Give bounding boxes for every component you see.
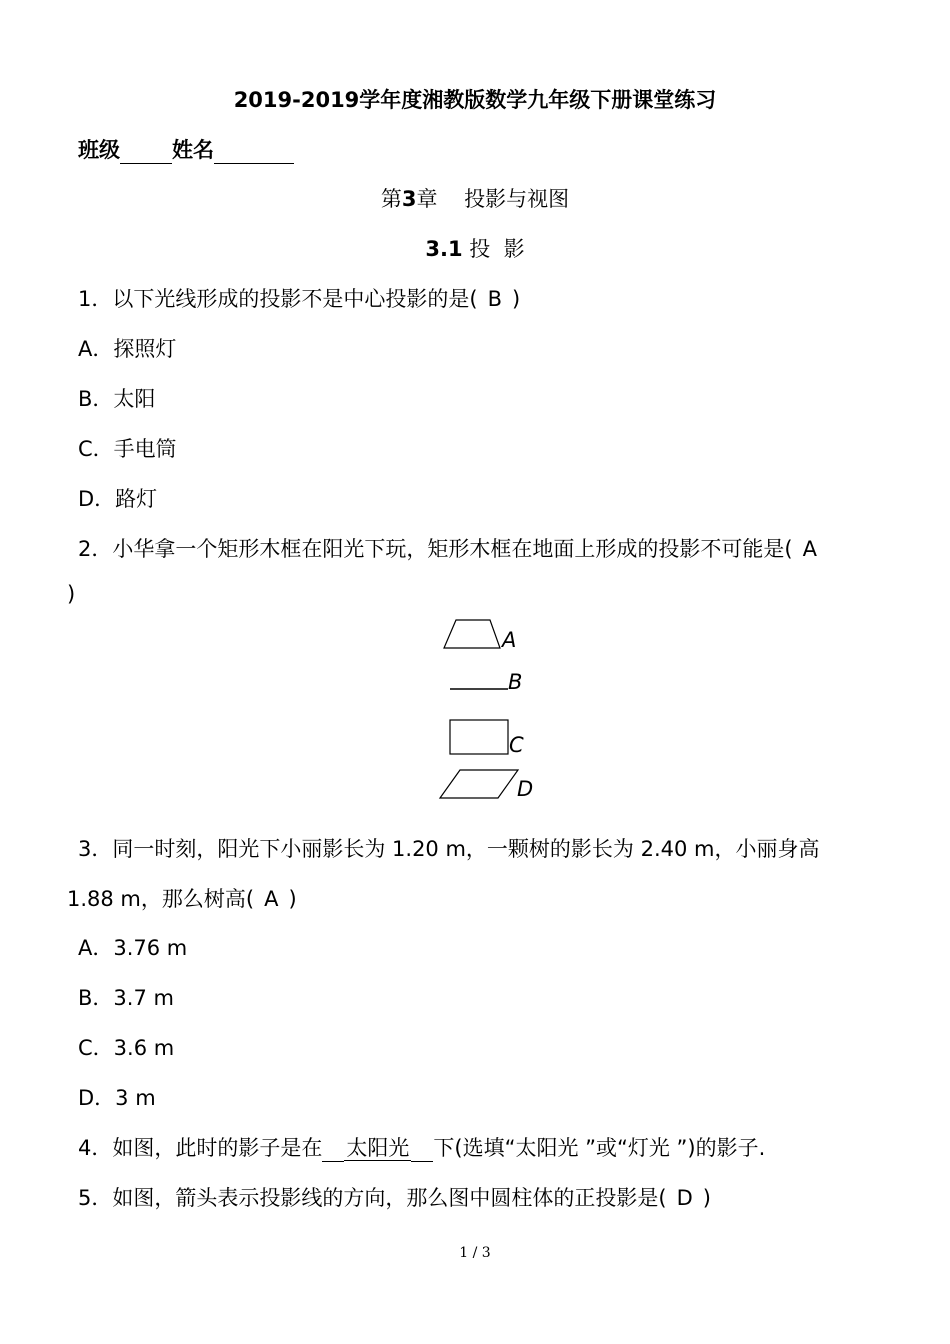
question-1-close: ) xyxy=(511,287,521,311)
class-label: 班级 xyxy=(78,138,120,162)
question-1-text: 1．以下光线形成的投影不是中心投影的是( xyxy=(78,287,478,311)
question-1-option-b: B．太阳 xyxy=(78,387,156,411)
document-title: 2019-2019学年度湘教版数学九年级下册课堂练习 xyxy=(233,88,717,112)
section-heading xyxy=(0,233,950,263)
chapter-suffix: 章 xyxy=(416,187,438,211)
section-name: 投 影 xyxy=(469,237,525,261)
question-1-option-c: C．手电筒 xyxy=(78,437,177,461)
section-number: 3.1 xyxy=(425,237,463,261)
question-3-text: 1.88 m，那么树高( xyxy=(67,887,255,911)
question-2-stem xyxy=(78,533,827,563)
question-3-option-c: C．3.6 m xyxy=(78,1036,175,1060)
name-blank xyxy=(214,141,294,164)
question-4-text-after: 下(选填“太阳光 ”或“灯光 ”)的影子. xyxy=(433,1136,766,1160)
question-2-answer: A xyxy=(802,537,817,561)
class-blank xyxy=(120,141,172,164)
question-3-option-b: B．3.7 m xyxy=(78,986,174,1010)
question-3-answer: A xyxy=(264,887,279,911)
question-5-close: ) xyxy=(702,1186,711,1210)
answer-blank-right xyxy=(411,1139,433,1162)
question-3-stem-line1: 3．同一时刻，阳光下小丽影长为 1.20 m，一颗树的影长为 2.40 m，小丽身高 xyxy=(78,837,820,861)
question-3-option-a: A．3.76 m xyxy=(78,936,188,960)
question-2-close: ) xyxy=(67,582,76,606)
question-5-text: 5．如图，箭头表示投影线的方向，那么图中圆柱体的正投影是( xyxy=(78,1186,667,1210)
page-number: 1 / 3 xyxy=(459,1245,491,1261)
figure-c-rectangle xyxy=(446,716,512,758)
chapter-prefix: 第 xyxy=(380,187,402,211)
question-4-text-before: 4．如图，此时的影子是在 xyxy=(78,1136,323,1160)
question-1-option-d: D．路灯 xyxy=(78,487,158,511)
chapter-heading xyxy=(0,183,950,213)
question-3-option-d: D．3 m xyxy=(78,1086,156,1110)
question-1-option-a: A．探照灯 xyxy=(78,337,177,361)
figure-d-parallelogram xyxy=(434,766,524,802)
question-4-answer: 太阳光 xyxy=(346,1136,410,1160)
chapter-number: 3 xyxy=(401,187,417,211)
question-5-answer: D xyxy=(676,1186,693,1210)
name-label: 姓名 xyxy=(172,138,214,162)
question-4-stem xyxy=(78,1132,765,1162)
question-1-stem xyxy=(78,283,520,313)
figure-c-label: C xyxy=(509,733,524,757)
question-1-answer: B xyxy=(487,287,502,311)
figure-b-label: B xyxy=(508,670,523,694)
question-3-close: ) xyxy=(288,887,297,911)
chapter-name: 投影与视图 xyxy=(464,187,570,211)
question-3-stem-line2 xyxy=(67,883,297,913)
student-info xyxy=(78,134,294,164)
question-5-stem xyxy=(78,1182,711,1212)
figure-b-segment xyxy=(446,680,510,694)
figure-a-label: A xyxy=(502,628,517,652)
answer-blank-left xyxy=(322,1139,344,1162)
figure-d-label: D xyxy=(517,777,534,801)
question-2-text: 2．小华拿一个矩形木框在阳光下玩，矩形木框在地面上形成的投影不可能是( xyxy=(78,537,793,561)
